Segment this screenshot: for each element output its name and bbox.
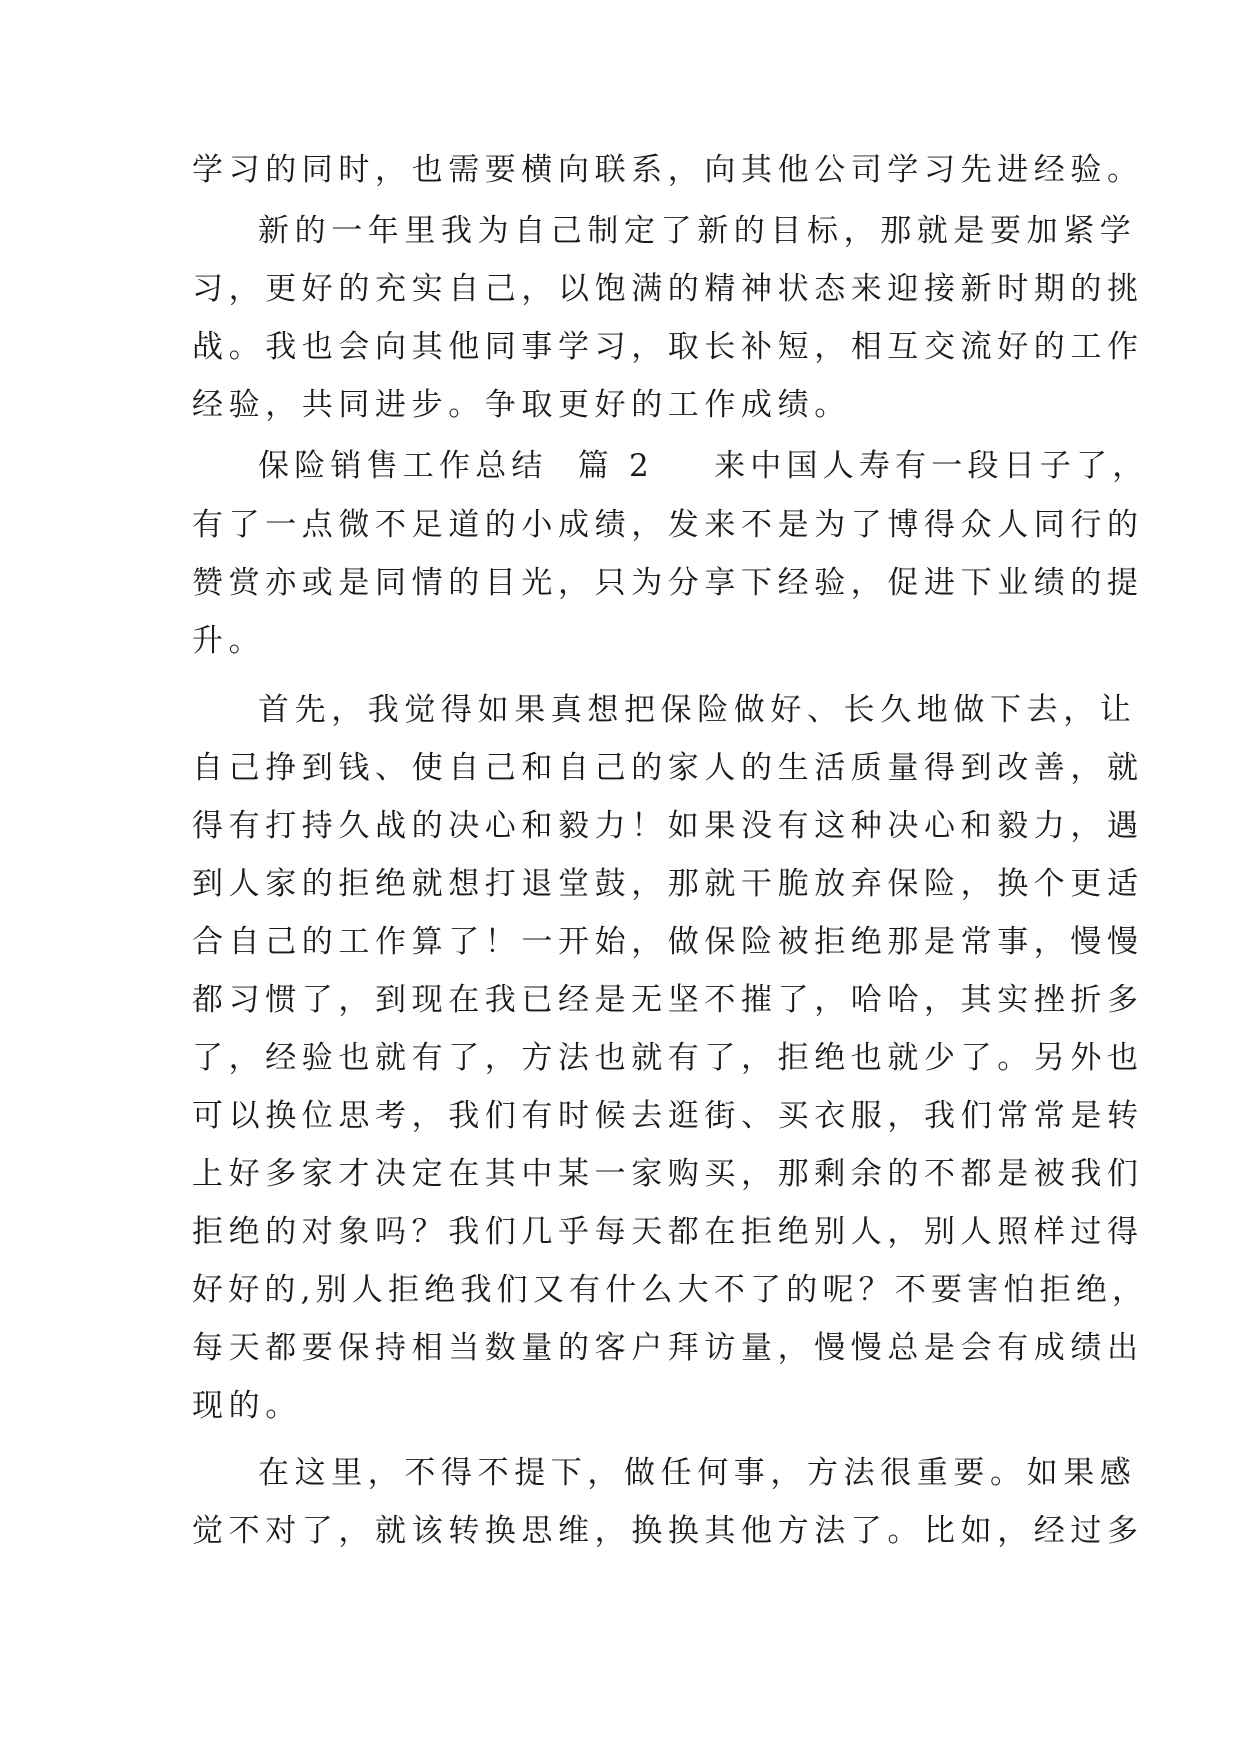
text-line: 有了一点微不足道的小成绩，发来不是为了博得众人同行的: [192, 507, 1144, 543]
text-line: 都习惯了，到现在我已经是无坚不摧了，哈哈，其实挫折多: [192, 982, 1144, 1018]
paragraph-start-line: 在这里，不得不提下，做任何事，方法很重要。如果感: [258, 1455, 1137, 1491]
text-line: 拒绝的对象吗？我们几乎每天都在拒绝别人，别人照样过得: [192, 1214, 1144, 1250]
text-line: 赞赏亦或是同情的目光，只为分享下经验，促进下业绩的提: [192, 565, 1144, 601]
text-line: 觉不对了，就该转换思维，换换其他方法了。比如，经过多: [192, 1513, 1144, 1549]
text-line: 习，更好的充实自己，以饱满的精神状态来迎接新时期的挑: [192, 271, 1144, 307]
text-line: 升。: [192, 623, 266, 659]
paragraph-start-line: 首先，我觉得如果真想把保险做好、长久地做下去，让: [258, 692, 1137, 728]
text-line: 上好多家才决定在其中某一家购买，那剩余的不都是被我们: [192, 1156, 1144, 1192]
text-line: 合自己的工作算了！一开始，做保险被拒绝那是常事，慢慢: [192, 924, 1144, 960]
text-line: 学习的同时，也需要横向联系，向其他公司学习先进经验。: [192, 152, 1144, 188]
text-line: 经验，共同进步。争取更好的工作成绩。: [192, 387, 851, 423]
paragraph-start-line: 新的一年里我为自己制定了新的目标，那就是要加紧学: [258, 213, 1137, 249]
text-line: 每天都要保持相当数量的客户拜访量，慢慢总是会有成绩出: [192, 1330, 1144, 1366]
text-line: 好好的,别人拒绝我们又有什么大不了的呢？不要害怕拒绝，: [192, 1272, 1149, 1308]
text-line: 战。我也会向其他同事学习，取长补短，相互交流好的工作: [192, 329, 1144, 365]
text-line: 现的。: [192, 1388, 302, 1424]
text-line: 自己挣到钱、使自己和自己的家人的生活质量得到改善，就: [192, 750, 1144, 786]
text-line: 了，经验也就有了，方法也就有了，拒绝也就少了。另外也: [192, 1040, 1144, 1076]
section-heading-line: 保险销售工作总结 篇 2 来中国人寿有一段日子了，: [258, 448, 1149, 484]
text-line: 得有打持久战的决心和毅力！如果没有这种决心和毅力，遇: [192, 808, 1144, 844]
text-line: 可以换位思考，我们有时候去逛街、买衣服，我们常常是转: [192, 1098, 1144, 1134]
text-line: 到人家的拒绝就想打退堂鼓，那就干脆放弃保险，换个更适: [192, 866, 1144, 902]
